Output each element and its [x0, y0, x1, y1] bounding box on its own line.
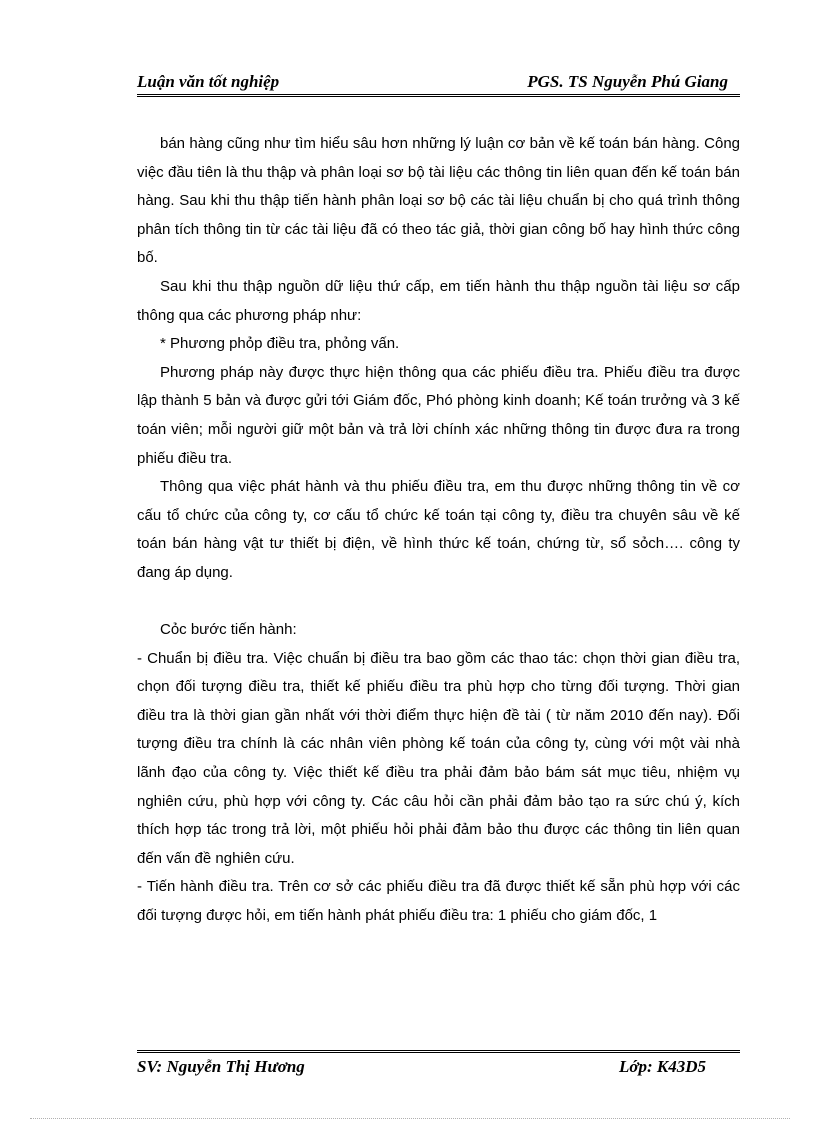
document-body	[137, 130, 740, 931]
steps-heading: Cỏc bước tiến hành:	[160, 621, 297, 639]
page-header	[137, 70, 740, 97]
paragraph-3: * Phương phỏp điều tra, phỏng vấn.	[160, 335, 400, 353]
header-thesis-title: Luận văn tốt nghiệp	[137, 72, 280, 91]
paragraph-4: Phương pháp này được thực hiện thông qua các phiếu điều tra. Phiếu điều tra được lập thành 5 bản và được gửi tới Giám đốc, Phó phòng kinh doanh; Kế toán trưởng và 3 kế toán viên; mỗi người giữ một bản và trả lời chính xác những thông tin được đưa ra trong phiếu điều tra.	[137, 363, 740, 467]
footer-student: SV: Nguyễn Thị Hương	[137, 1057, 305, 1076]
paragraph-prepare-survey: - Chuẩn bị điều tra. Việc chuẩn bị điều tra bao gồm các thao tác: chọn thời gian điều tra, chọn đối tượng điều tra, thiết kế phiếu điều tra phù hợp cho từng đối tượng. Thời gian điều tra là thời gian gần nhất với thời điểm thực hiện đề tài ( từ năm 2010 đến nay). Đối tượng điều tra chính là các nhân viên phòng kế toán của công ty, cùng với một vài nhà lãnh đạo của công ty. Việc thiết kế điều tra phải đảm bảo bám sát mục tiêu, nhiệm vụ nghiên cứu, phù hợp với công ty. Các câu hỏi cần phải đảm bảo tạo ra sức chú ý, kích thích hợp tác trong trả lời, một phiếu hỏi phải đảm bảo thu được các thông tin liên quan đến vấn đề nghiên cứu.	[137, 649, 740, 867]
paragraph-conduct-survey: - Tiến hành điều tra. Trên cơ sở các phiếu điều tra đã được thiết kế sẵn phù hợp với các đối tượng được hỏi, em tiến hành phát phiếu điều tra: 1 phiếu cho giám đốc, 1	[137, 878, 740, 925]
paragraph-2: Sau khi thu thập nguồn dữ liệu thứ cấp, em tiến hành thu thập nguồn tài liệu sơ cấp thông qua các phương pháp như:	[137, 277, 740, 324]
paragraph-1: bán hàng cũng như tìm hiểu sâu hơn những lý luận cơ bản về kế toán bán hàng. Công việc đầu tiên là thu thập và phân loại sơ bộ tài liệu các thông tin liên quan đến kế toán bán hàng. Sau khi thu thập tiến hành phân loại sơ bộ các tài liệu chuẩn bị cho quá trình thông phân tích thông tin từ các tài liệu đã có theo tác giả, thời gian công bố hay hình thức công bố.	[137, 135, 740, 267]
page-footer	[137, 1050, 740, 1077]
footer-class: Lớp: K43D5	[618, 1057, 706, 1076]
header-supervisor: PGS. TS Nguyễn Phú Giang	[527, 72, 728, 91]
blank-line	[137, 588, 740, 617]
paragraph-5: Thông qua việc phát hành và thu phiếu điều tra, em thu được những thông tin về cơ cấu tổ chức của công ty, cơ cấu tổ chức kế toán tại công ty, điều tra chuyên sâu về kế toán bán hàng vật tư thiết bị điện, về hình thức kế toán, chứng từ, sổ sỏch…. công ty đang áp dụng.	[137, 478, 740, 581]
page-edge-divider	[30, 1118, 790, 1119]
